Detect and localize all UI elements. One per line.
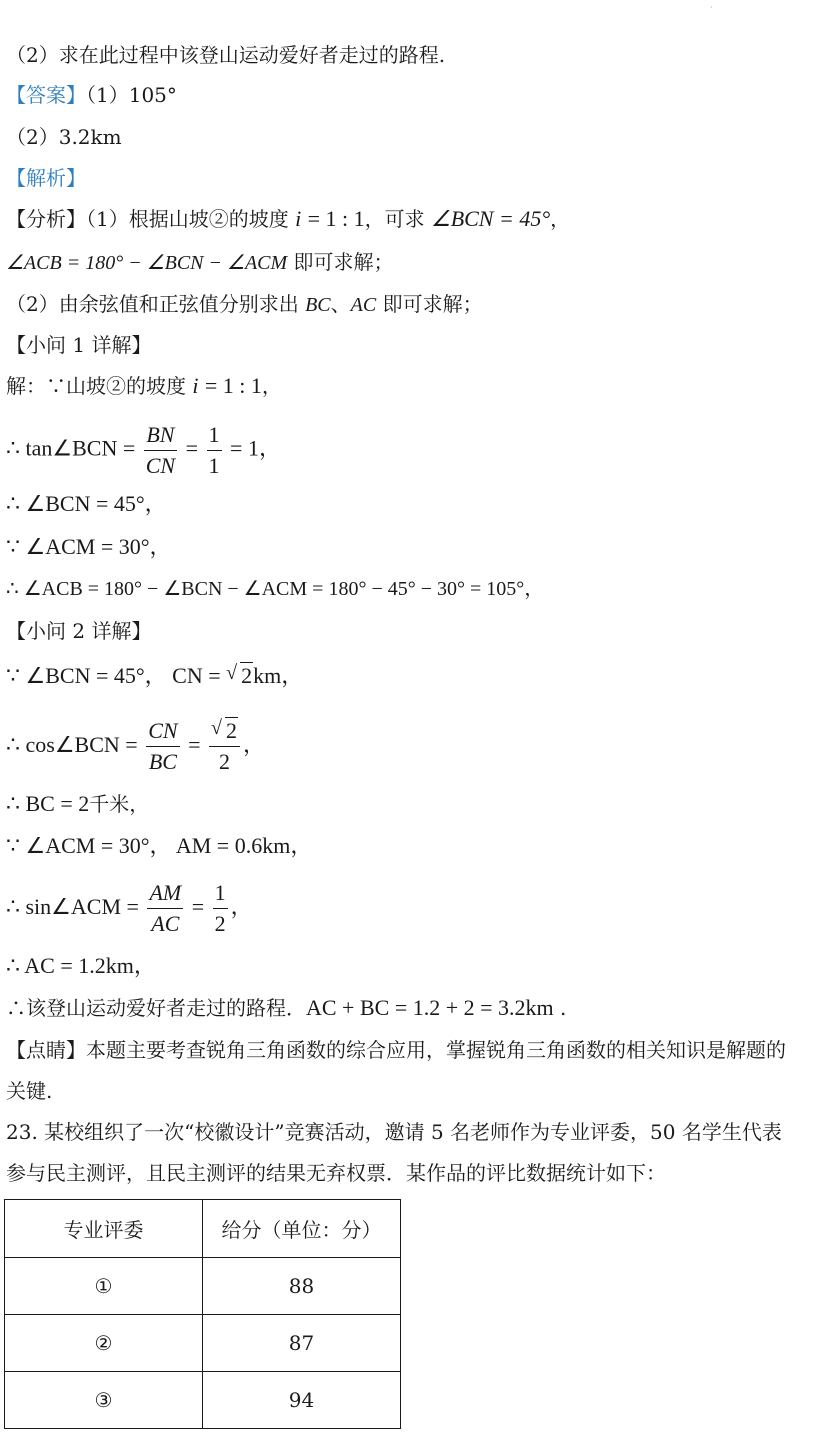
table-cell: ①	[5, 1258, 203, 1315]
sin-eq: =	[191, 894, 205, 919]
final-text: ∴该登山运动爱好者走过的路程．	[6, 996, 306, 1020]
jiexi-tag: 【解析】	[6, 166, 86, 190]
tan-fraction-2	[207, 420, 222, 481]
table-header-row	[5, 1200, 401, 1258]
score-table	[4, 1199, 401, 1429]
tan-eq: =	[185, 435, 199, 461]
acb-line: ∴ ∠ACB = 180° − ∠BCN − ∠ACM = 180° − 45° − 30° = 105°，	[6, 578, 545, 600]
table-cell: 87	[203, 1315, 401, 1372]
solution-end: ，	[261, 374, 282, 398]
dianjing-line-2: 关键.	[6, 1079, 53, 1103]
analysis-text-2: ，可求	[364, 207, 425, 231]
solution-ratio: = 1 : 1	[204, 373, 262, 398]
bcn-line: ∴ ∠BCN = 45°，	[6, 491, 167, 516]
ac-line: ∴ AC = 1.2km，	[6, 953, 156, 978]
cn-unit: km，	[253, 663, 304, 688]
answer-line	[6, 81, 177, 109]
analysis-end: ，	[550, 207, 571, 231]
sqrt-2	[226, 662, 253, 690]
cos-fraction	[146, 716, 179, 777]
bc-text: 千米，	[89, 792, 150, 816]
table-cell: 94	[203, 1372, 401, 1429]
final-math: AC + BC = 1.2 + 2 = 3.2km	[306, 995, 554, 1020]
cos-numerator: CN	[148, 718, 178, 744]
sin-numerator: AM	[149, 880, 182, 906]
answer-tag: 【答案】	[6, 83, 86, 107]
cos-numerator-2: 2	[225, 718, 237, 744]
sub1-tag: 【小问 1 详解】	[6, 333, 152, 357]
bc-math: ∴ BC = 2	[6, 791, 90, 816]
solution-line	[6, 372, 282, 400]
acb-formula: ∠ACB = 180° − ∠BCN − ∠ACM	[6, 252, 288, 274]
q23-line-2: 参与民主测评，且民主测评的结果无弃权票．某作品的评比数据统计如下：	[6, 1161, 666, 1185]
table-header-cell: 专业评委	[5, 1200, 203, 1258]
bc-line	[6, 790, 149, 818]
cn-line	[6, 662, 303, 690]
sin-denominator-2: 2	[214, 911, 226, 937]
tan-numerator-2: 1	[207, 420, 222, 451]
cn-lhs: CN =	[172, 663, 221, 688]
q2-analysis-text-2: 即可求解；	[376, 292, 483, 316]
tan-denominator-2: 1	[208, 453, 220, 478]
q23-line-1: 23. 某校组织了一次“校徽设计”竞赛活动，邀请 5 名老师作为专业评委，50 名学生代表	[6, 1120, 782, 1144]
table-row	[5, 1315, 401, 1372]
tan-lhs: ∴ tan∠BCN =	[6, 435, 136, 461]
cos-eq: =	[188, 732, 201, 757]
question-2: （2）求在此过程中该登山运动爱好者走过的路程.	[6, 43, 446, 67]
q2-ac: AC	[350, 294, 377, 316]
am-end: ，	[290, 833, 313, 858]
acb-analysis-line	[6, 248, 394, 277]
cos-denominator-2: 2	[218, 749, 230, 775]
analysis-ratio: = 1 : 1	[307, 206, 365, 231]
sin-numerator-2: 1	[213, 878, 228, 909]
table-row	[5, 1258, 401, 1315]
q2-analysis-line	[6, 290, 483, 319]
final-line	[6, 994, 566, 1022]
am-line	[6, 832, 312, 860]
cos-lhs: ∴ cos∠BCN =	[6, 732, 138, 757]
sin-fraction-2	[213, 878, 228, 939]
cos-denominator: BC	[148, 749, 177, 775]
cos-fraction-2	[209, 716, 240, 777]
q2-sep: 、	[330, 292, 351, 316]
table-header-cell: 给分（单位：分）	[203, 1200, 401, 1258]
cn-angle: ∵ ∠BCN = 45°，	[6, 663, 167, 688]
am-value: AM = 0.6km	[175, 833, 291, 858]
analysis-angle: ∠BCN = 45°	[430, 206, 551, 231]
solution-slope-symbol: i	[192, 373, 199, 398]
dianjing-line	[6, 1036, 786, 1064]
q2-bc: BC	[305, 294, 331, 316]
analysis-tag: 【分析】	[6, 207, 86, 231]
acm-line: ∵ ∠ACM = 30°，	[6, 534, 172, 559]
analysis-line	[6, 205, 570, 233]
tan-rhs: = 1，	[230, 435, 281, 461]
tan-numerator: BN	[146, 422, 175, 447]
corner-mark: ·	[710, 3, 713, 12]
cos-sqrt	[211, 716, 238, 746]
sin-end: ，	[230, 894, 253, 919]
cos-end: ，	[242, 732, 265, 757]
final-end: .	[553, 996, 567, 1020]
sqrt-2-radicand: 2	[241, 663, 253, 688]
acb-text: 即可求解；	[287, 250, 394, 274]
tan-fraction	[144, 420, 177, 481]
cos-line	[6, 714, 265, 777]
table-cell: 88	[203, 1258, 401, 1315]
sin-fraction	[147, 878, 183, 939]
q2-analysis-text: （2）由余弦值和正弦值分别求出	[6, 292, 306, 316]
sin-lhs: ∴ sin∠ACM =	[6, 894, 139, 919]
table-cell: ②	[5, 1315, 203, 1372]
tan-denominator: CN	[145, 453, 176, 478]
dianjing-tag: 【点睛】	[6, 1038, 86, 1062]
tan-line	[6, 420, 281, 481]
answer-1: （1）105°	[86, 83, 177, 107]
answer-2: （2）3.2km	[6, 125, 122, 149]
solution-text: 解：∵山坡②的坡度	[6, 374, 186, 398]
sin-denominator: AC	[151, 911, 180, 937]
sin-line	[6, 876, 253, 939]
analysis-slope-symbol: i	[295, 206, 302, 231]
sub2-tag: 【小问 2 详解】	[6, 619, 152, 643]
table-cell: ③	[5, 1372, 203, 1429]
dianjing-text: 本题主要考查锐角三角函数的综合应用，掌握锐角三角函数的相关知识是解题的	[86, 1038, 786, 1062]
am-angle: ∵ ∠ACM = 30°，	[6, 833, 172, 858]
analysis-text: （1）根据山坡②的坡度	[86, 207, 289, 231]
table-row	[5, 1372, 401, 1429]
